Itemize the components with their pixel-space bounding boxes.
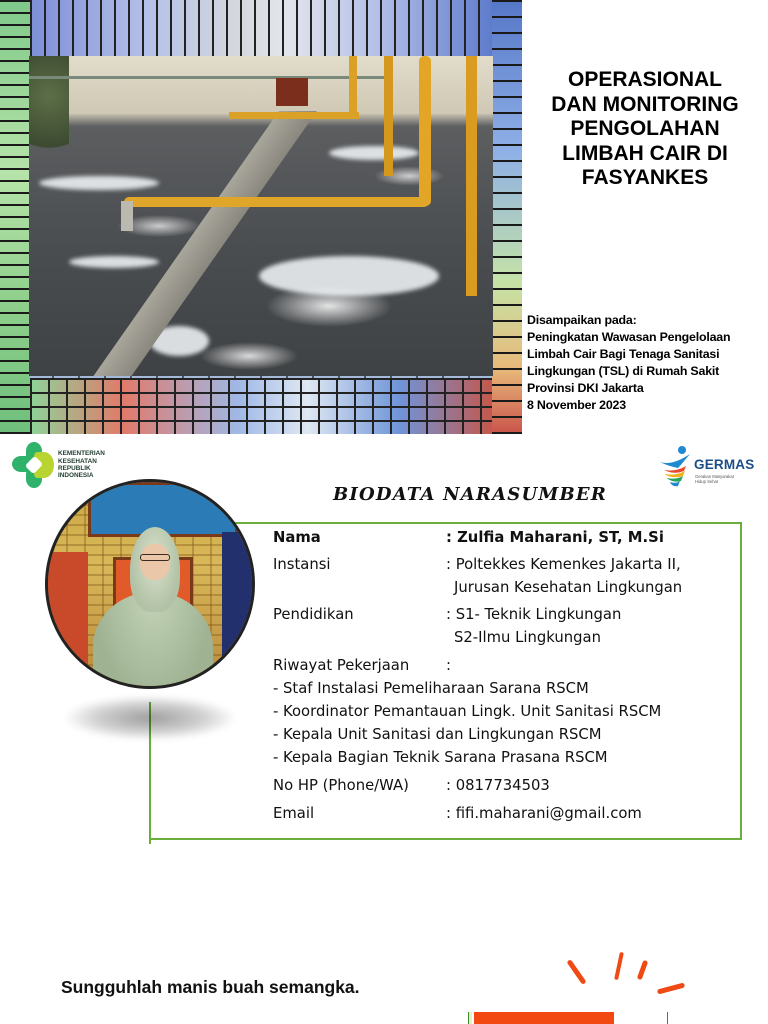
germas-logo bbox=[656, 444, 756, 490]
splash-stroke bbox=[566, 959, 586, 985]
event-location: Provinsi DKI Jakarta bbox=[527, 381, 644, 395]
logo-text-line: INDONESIA bbox=[58, 472, 94, 480]
title-line: DAN MONITORING bbox=[551, 92, 739, 116]
photo-door bbox=[276, 78, 308, 106]
photo-foam bbox=[39, 176, 159, 190]
photo-yellow-pipe bbox=[419, 56, 431, 206]
presentation-title bbox=[522, 68, 768, 191]
mural-panel bbox=[222, 532, 252, 689]
photo-railing bbox=[29, 76, 389, 79]
tagline-line: Gerakan Masyarakat bbox=[695, 474, 734, 479]
name-value: : Zulfia Maharani, ST, M.Si bbox=[446, 529, 664, 546]
event-line: Lingkungan (TSL) di Rumah Sakit bbox=[527, 364, 720, 378]
name-label: Nama bbox=[273, 529, 321, 546]
institution-value-cont: Jurusan Kesehatan Lingkungan bbox=[454, 579, 683, 596]
education-value-cont: S2-Ilmu Lingkungan bbox=[454, 629, 601, 646]
photo-foam bbox=[69, 256, 159, 268]
sketch-ceiling-ducts bbox=[30, 0, 492, 56]
splash-stroke bbox=[657, 982, 685, 994]
title-slide bbox=[0, 0, 768, 434]
logo-text-line: KEMENTERIAN bbox=[58, 450, 105, 458]
tagline-line: Hidup Sehat bbox=[695, 479, 719, 484]
avatar-shadow bbox=[65, 696, 235, 740]
email-label: Email bbox=[273, 805, 315, 822]
sketch-right-building bbox=[492, 0, 522, 434]
wastewater-aeration-tank-photo bbox=[29, 56, 493, 376]
germas-tagline bbox=[695, 474, 734, 484]
title-line: OPERASIONAL bbox=[567, 68, 722, 91]
speaker-bio-slide bbox=[0, 434, 768, 854]
germas-wordmark: GERMAS bbox=[694, 457, 755, 472]
title-line: FASYANKES bbox=[581, 166, 709, 189]
education-value: : S1- Teknik Lingkungan bbox=[446, 606, 622, 623]
photo-tree bbox=[29, 56, 69, 166]
phone-label: No HP (Phone/WA) bbox=[273, 777, 409, 794]
email-value[interactable]: : fifi.maharani@gmail.com bbox=[446, 805, 642, 822]
work-history-label: Riwayat Pekerjaan bbox=[273, 657, 410, 674]
institution-label: Instansi bbox=[273, 556, 331, 573]
watermelon-rind bbox=[667, 1012, 670, 1024]
watermelon-rind bbox=[468, 1012, 472, 1024]
event-line: Peningkatan Wawasan Pengelolaan bbox=[527, 330, 731, 344]
photo-foam bbox=[329, 146, 419, 160]
phone-value: : 0817734503 bbox=[446, 777, 550, 794]
bio-heading: BIODATA NARASUMBER bbox=[332, 484, 607, 505]
photo-yellow-pipe bbox=[349, 56, 357, 118]
portrait-glasses bbox=[140, 554, 170, 561]
sketch-left-building bbox=[0, 0, 30, 434]
photo-pipe-drop bbox=[121, 201, 133, 231]
title-line: LIMBAH CAIR DI bbox=[562, 141, 728, 165]
splash-stroke bbox=[637, 960, 649, 981]
pantun-line: Sungguhlah manis buah semangka. bbox=[61, 977, 360, 997]
photo-yellow-pipe bbox=[384, 56, 393, 176]
photo-foam bbox=[259, 256, 439, 296]
event-line: Limbah Cair Bagi Tenaga Sanitasi bbox=[527, 347, 720, 361]
portrait-face bbox=[140, 544, 170, 580]
splash-stroke bbox=[614, 952, 624, 980]
photo-yellow-pipe bbox=[466, 56, 477, 296]
kemenkes-logo-icon bbox=[12, 442, 56, 488]
watermelon-flesh bbox=[474, 1012, 614, 1024]
logo-text-line: REPUBLIK bbox=[58, 465, 91, 472]
speaker-portrait bbox=[45, 479, 255, 689]
mural-panel bbox=[48, 552, 88, 689]
work-history-item: - Staf Instalasi Pemeliharaan Sarana RSCM bbox=[273, 680, 589, 697]
work-history-item: - Kepala Bagian Teknik Sarana Prasana RSCM bbox=[273, 749, 608, 766]
title-line: PENGOLAHAN bbox=[570, 117, 720, 140]
work-history-item: - Koordinator Pemantauan Lingk. Unit Sanitasi RSCM bbox=[273, 703, 662, 720]
pantun-slide bbox=[0, 854, 768, 1024]
watermelon-slice-illustration bbox=[462, 950, 712, 1024]
work-history-item: - Kepala Unit Sanitasi dan Lingkungan RSCM bbox=[273, 726, 602, 743]
event-date: 8 November 2023 bbox=[527, 398, 626, 412]
photo-yellow-pipe bbox=[124, 197, 429, 207]
sketch-building-background bbox=[0, 0, 522, 434]
work-history-colon: : bbox=[446, 657, 451, 674]
kemenkes-logo-text bbox=[58, 450, 105, 480]
sketch-floor-buildings bbox=[30, 378, 492, 434]
institution-value: : Poltekkes Kemenkes Jakarta II, bbox=[446, 556, 681, 573]
logo-text-line: KESEHATAN bbox=[58, 457, 97, 465]
education-label: Pendidikan bbox=[273, 606, 354, 623]
photo-yellow-pipe bbox=[229, 112, 359, 119]
presented-at-block bbox=[527, 312, 767, 414]
presented-label: Disampaikan pada: bbox=[527, 313, 637, 327]
